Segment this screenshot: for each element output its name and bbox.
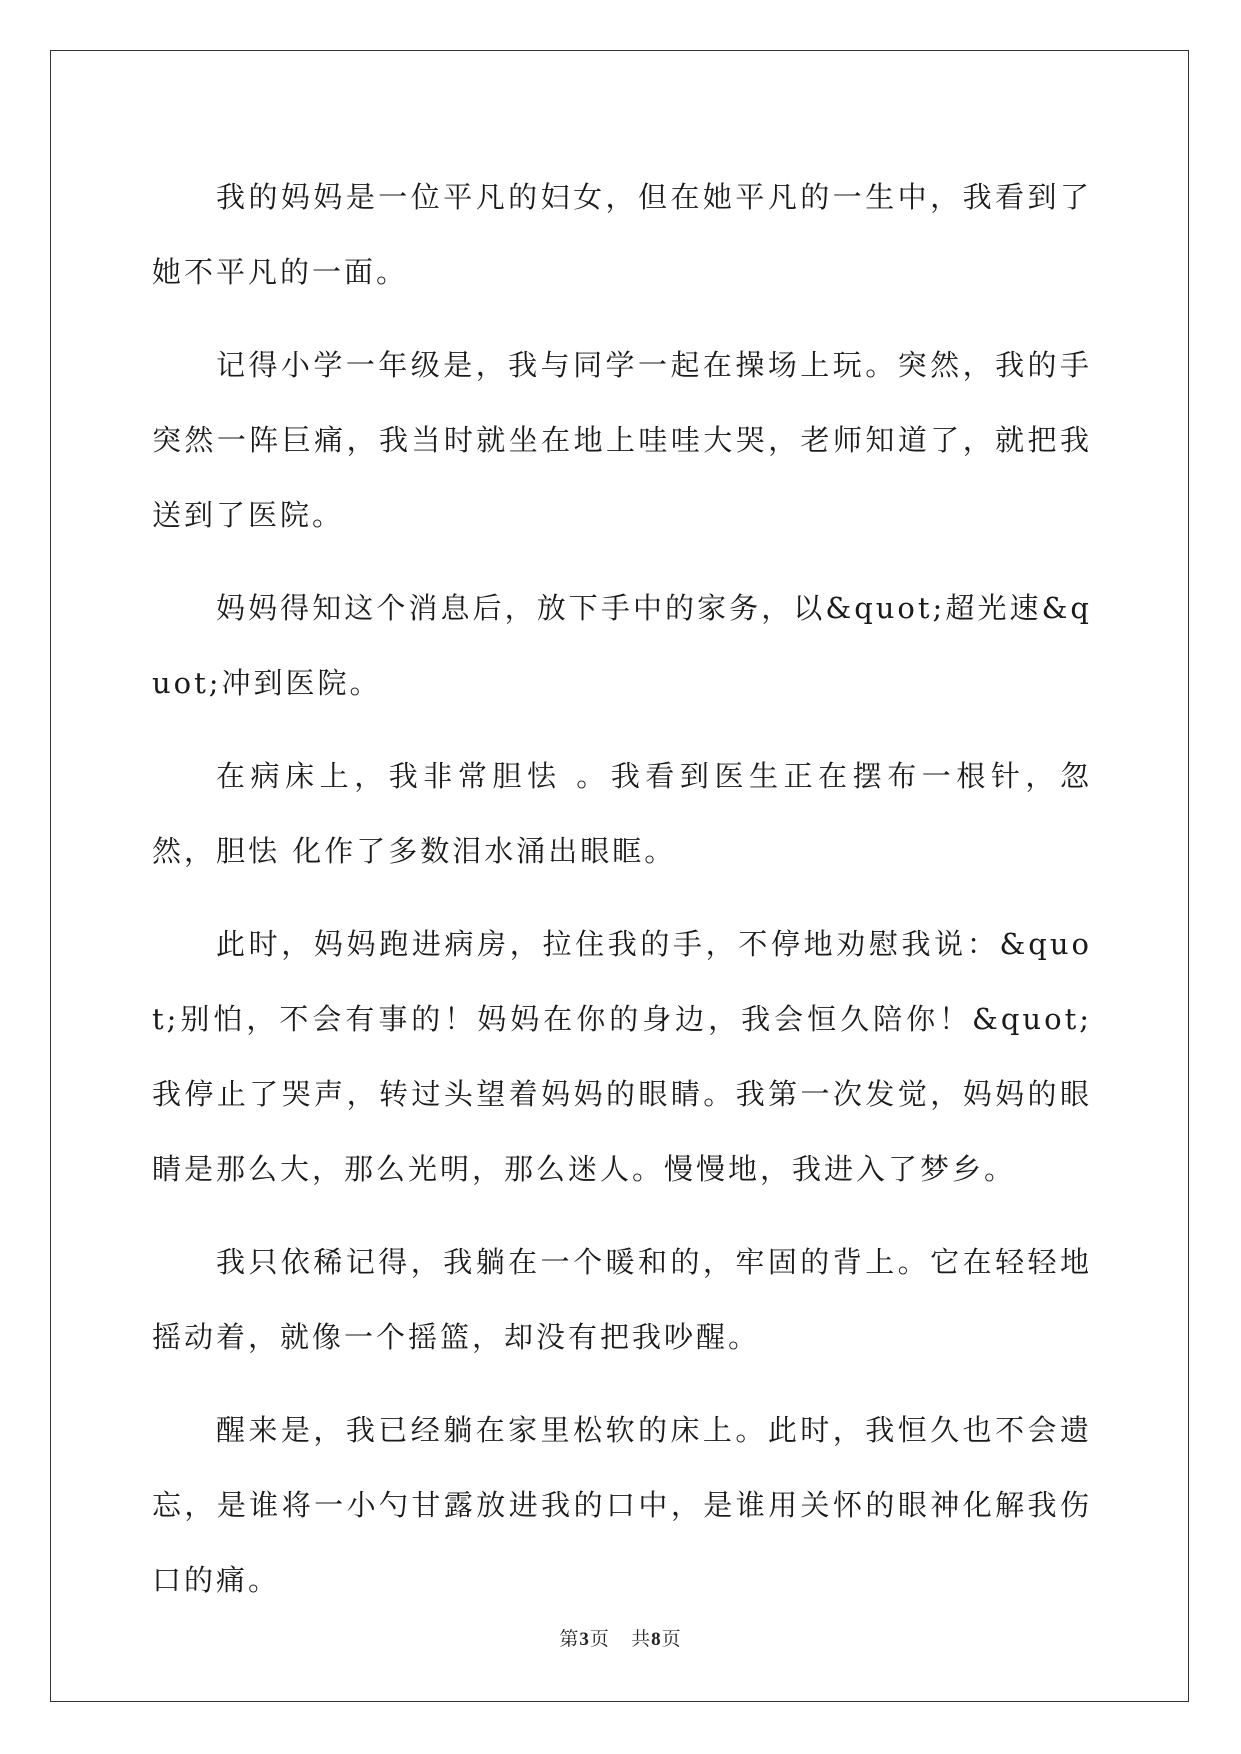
footer-prefix: 第	[559, 1628, 580, 1650]
paragraph-4: 在病床上，我非常胆怯 。我看到医生正在摆布一根针，忽然，胆怯 化作了多数泪水涌出眼眶。	[152, 759, 1092, 868]
document-body	[152, 160, 1092, 1636]
paragraph-6: 我只依稀记得，我躺在一个暖和的，牢固的背上。它在轻轻地摇动着，就像一个摇篮，却没有把我吵醒。	[152, 1245, 1092, 1354]
paragraph-7: 醒来是，我已经躺在家里松软的床上。此时，我恒久也不会遗忘，是谁将一小勺甘露放进我的口中，是谁用关怀的眼神化解我伤口的痛。	[152, 1413, 1092, 1597]
paragraph-2: 记得小学一年级是，我与同学一起在操场上玩。突然，我的手突然一阵巨痛，我当时就坐在地上哇哇大哭，老师知道了，就把我送到了医院。	[152, 348, 1092, 532]
current-page-number: 3	[579, 1629, 590, 1650]
paragraph-3: 妈妈得知这个消息后，放下手中的家务，以&quot;超光速&quot;冲到医院。	[152, 591, 1092, 700]
paragraph-1: 我的妈妈是一位平凡的妇女，但在她平凡的一生中，我看到了她不平凡的一面。	[152, 180, 1092, 289]
footer-total-prefix: 共	[631, 1628, 652, 1650]
footer-total-suffix: 页	[661, 1628, 682, 1650]
total-page-number: 8	[651, 1629, 662, 1650]
footer-page-suffix: 页	[589, 1628, 610, 1650]
page-footer	[0, 1624, 1241, 1651]
paragraph-5: 此时，妈妈跑进病房，拉住我的手，不停地劝慰我说：&quot;别怕，不会有事的！妈妈在你的身边，我会恒久陪你！&quot;我停止了哭声，转过头望着妈妈的眼睛。我第一次发觉，妈妈的眼睛是那么大，那么光明，那么迷人。慢慢地，我进入了梦乡。	[152, 927, 1092, 1186]
